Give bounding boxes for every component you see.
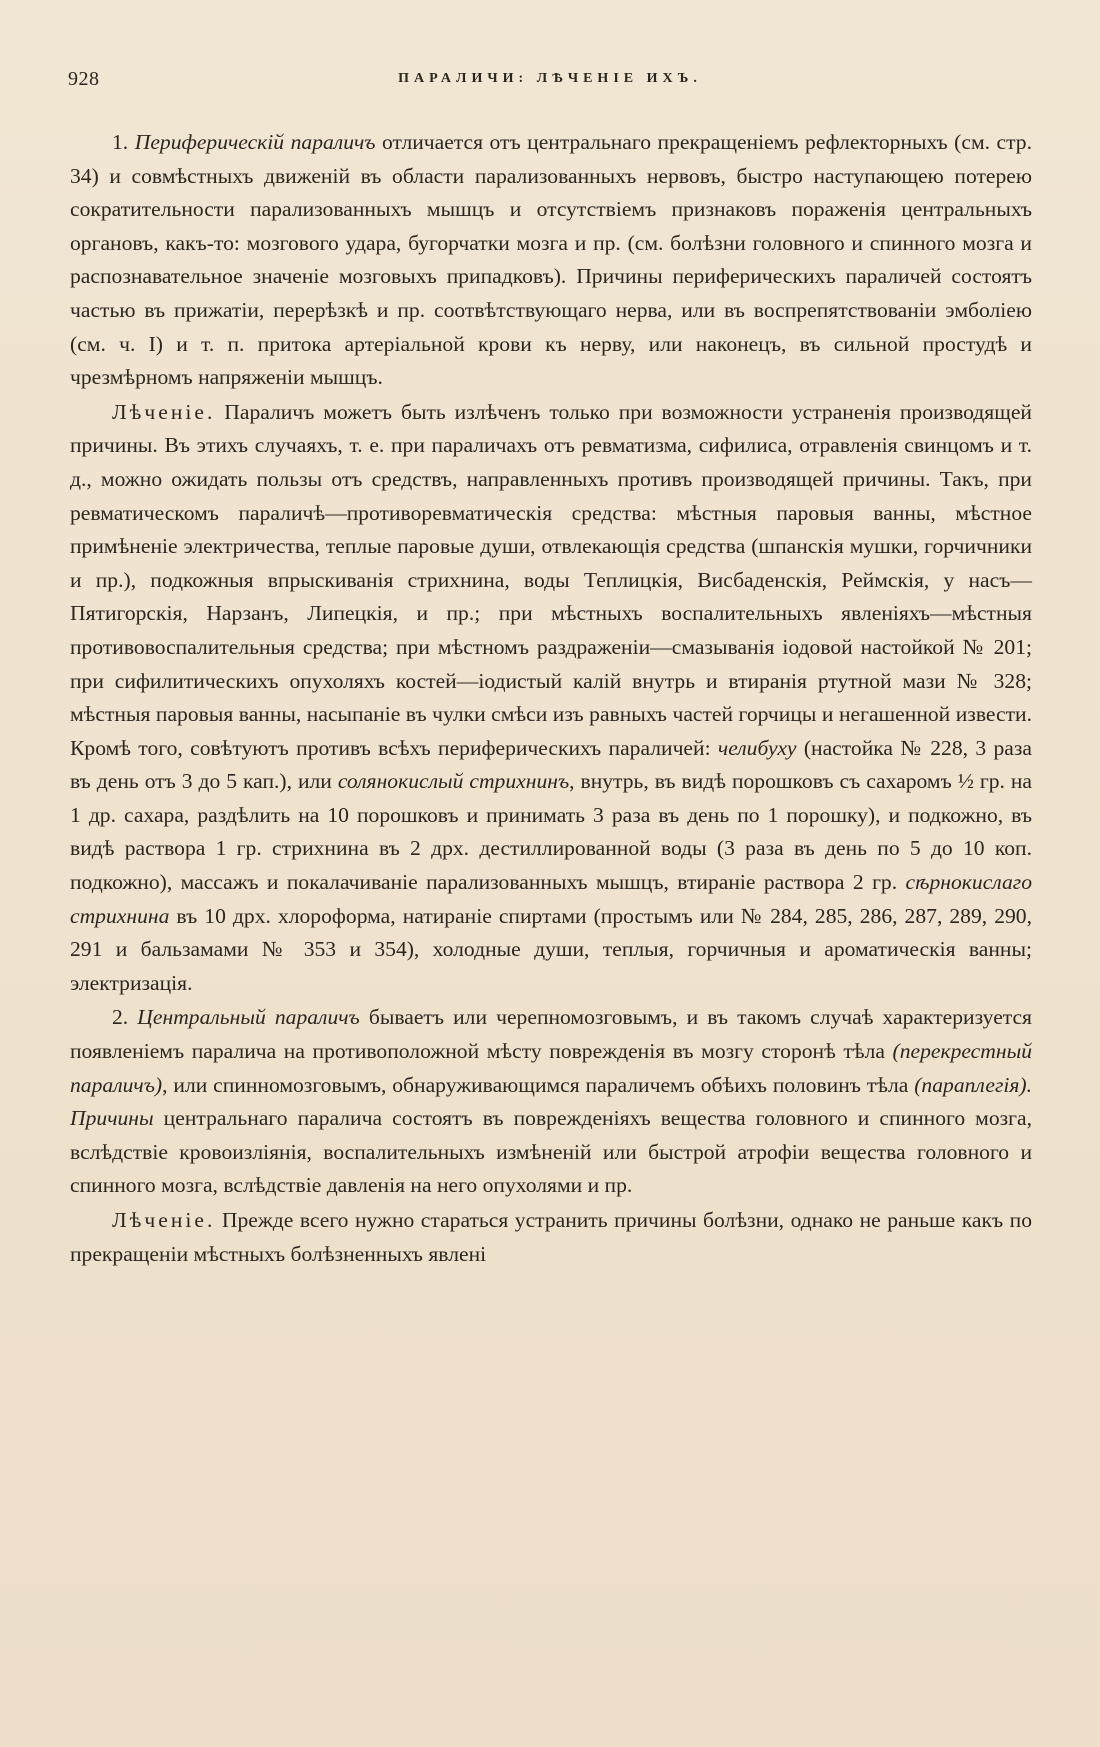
- body-text: [70, 126, 1032, 1271]
- paragraph-peripheral-paralysis: [70, 126, 1032, 395]
- paragraph-text: бываетъ или черепномозговымъ, и въ такомъ случаѣ характеризуется появленіемъ паралича на противоположной мѣсту поврежденія въ мозгу сторонѣ тѣла: [70, 1005, 1032, 1064]
- term-crossed-paralysis: (перекрестный параличъ): [70, 1039, 1032, 1097]
- paragraph-text: центральнаго паралича состоятъ въ поврежденіяхъ вещества головного и спинного мозга, вслѣдствіе кровоизліянія, воспалительныхъ измѣненій или быстрой атрофіи вещества головного и спинного мозга, вслѣдствіе давленія на него опухолями и пр.: [70, 1106, 1032, 1198]
- section-lead-treatment: Лѣченіе.: [112, 399, 216, 424]
- drug-name: челибуху: [717, 735, 797, 760]
- paragraph-treatment-central: [70, 1204, 1032, 1271]
- drug-name: сѣрнокислаго стрихнина: [70, 870, 1032, 928]
- paragraph-treatment-peripheral: [70, 396, 1032, 1001]
- paragraph-text: , внутрь, въ видѣ порошковъ съ сахаромъ ½ гр. на 1 др. сахара, раздѣлить на 10 порошковъ и принимать 3 раза въ день по 1 порошку), и подкожно, въ видѣ раствора 1 гр. стрихнина въ 2 дрх. дестиллированной воды (3 раза въ день по 5 до 10 коп. подкожно), массажъ и покалачиваніе парализованныхъ мышцъ, втираніе раствора 2 гр.: [70, 769, 1032, 895]
- paragraph-number: 1.: [112, 130, 129, 154]
- paragraph-central-paralysis: [70, 1001, 1032, 1203]
- paragraph-text: (настойка № 228, 3 раза въ день отъ 3 до 5 кап.), или: [70, 735, 1032, 794]
- running-head: ПАРАЛИЧИ: ЛѢЧЕНІЕ ИХЪ.: [398, 71, 702, 86]
- term-peripheral-paralysis: Периферическій параличъ: [134, 130, 376, 154]
- paragraph-text: , или спинномозговымъ, обнаруживающимся параличемъ обѣихъ половинъ тѣла: [162, 1072, 915, 1097]
- drug-name: солянокислый стрихнинъ: [337, 769, 570, 794]
- page-header: [68, 62, 1032, 92]
- paragraph-text: Параличъ можетъ быть излѣченъ только при возможности устраненія производящей причины. Въ этихъ случаяхъ, т. е. при параличахъ отъ ревматизма, сифилиса, отравленія свинцомъ и т. д., можно ожидать пользы отъ средствъ, направленныхъ противъ производящей причины. Такъ, при ревматическомъ параличѣ—противоревматическія средства: мѣстныя паровыя ванны, мѣстное примѣненіе электричества, теплые паровые души, отвлекающія средства (шпанскія мушки, горчичники и пр.), подкожныя впрыскиванія стрихнина, воды Теплицкія, Висбаденскія, Реймскія, у насъ—Пятигорскія, Нарзанъ, Липецкія, и пр.; при мѣстныхъ воспалительныхъ явленіяхъ—мѣстныя противовоспалительныя средства; при мѣстномъ раздраженіи—смазыванія іодовой настойкой № 201; при сифилитическихъ опухоляхъ костей—іодистый калій внутрь и втиранія ртутной мази № 328; мѣстныя паровыя ванны, насыпаніе въ чулки смѣси изъ равныхъ частей горчицы и негашенной извести. Кромѣ того, совѣтуютъ противъ всѣхъ периферическихъ параличей:: [70, 399, 1032, 760]
- term-paraplegia: (параплегія). Причины: [70, 1072, 1032, 1131]
- paragraph-number: 2.: [112, 1005, 129, 1030]
- page-number: 928: [68, 68, 100, 90]
- paragraph-text: въ 10 дрх. хлороформа, натираніе спиртами (простымъ или № 284, 285, 286, 287, 289, 290, 291 и бальзамами № 353 и 354), холодные души, теплыя, горчичныя и ароматическія ванны; электризація.: [70, 903, 1032, 995]
- term-central-paralysis: Центральный параличъ: [137, 1005, 360, 1030]
- section-lead-treatment: Лѣченіе.: [112, 1208, 216, 1232]
- paragraph-text: Прежде всего нужно стараться устранить причины болѣзни, однако не раньше какъ по прекращеніи мѣстныхъ болѣзненныхъ явлені: [70, 1208, 1032, 1266]
- paragraph-text: отличается отъ центральнаго прекращеніемъ рефлекторныхъ (см. стр. 34) и совмѣстныхъ движеній въ области парализованныхъ нервовъ, быстро наступающею потерею сократительности парализованныхъ мышцъ и отсутствіемъ признаковъ пораженія центральныхъ органовъ, какъ-то: мозгового удара, бугорчатки мозга и пр. (см. болѣзни головного и спинного мозга и распознавательное значеніе мозговыхъ припадковъ). Причины периферическихъ параличей состоятъ частью въ прижатіи, перерѣзкѣ и пр. соотвѣтствующаго нерва, или въ воспрепятствованіи эмболіею (см. ч. I) и т. п. притока артеріальной крови къ нерву, или наконецъ, въ сильной простудѣ и чрезмѣрномъ напряженіи мышцъ.: [70, 130, 1032, 390]
